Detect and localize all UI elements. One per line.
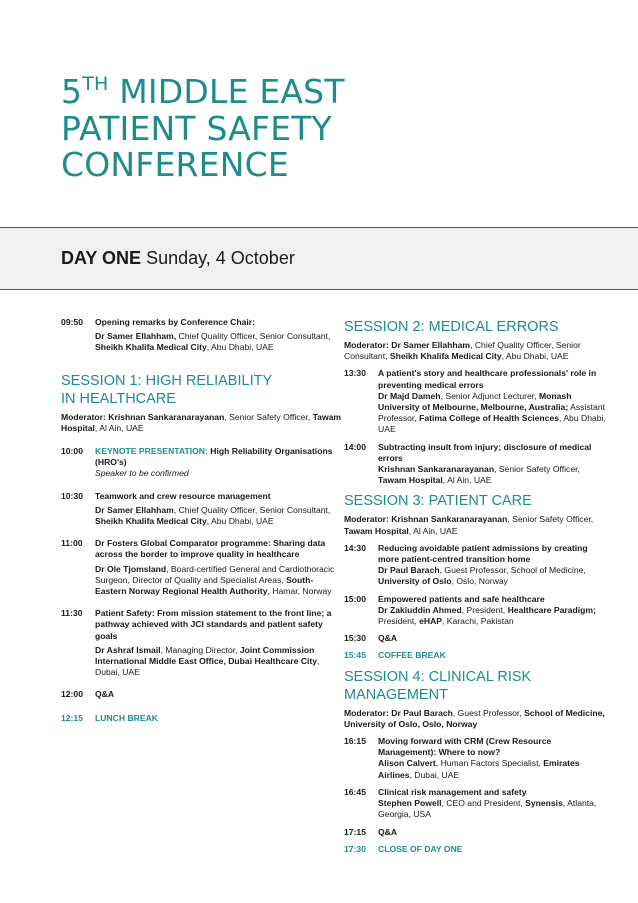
moderator-org: School of Medicine, University of Oslo, Oslo, Norway <box>344 707 605 729</box>
item-title: Dr Fosters Global Comparator programme: Sharing data across the border to improve quality in healthcare <box>95 538 326 560</box>
session-1-title-line-2: IN HEALTHCARE <box>61 390 176 407</box>
item-title: Reducing avoidable patient admissions by creating more patient-centred transition home <box>378 542 588 565</box>
item-time: 12:00 <box>61 689 83 700</box>
title-line-2: PATIENT SAFETY <box>61 108 332 148</box>
item-body <box>378 543 606 588</box>
moderator-role: , Guest Professor, <box>452 707 525 718</box>
session-2-title: SESSION 2: MEDICAL ERRORS <box>344 319 559 335</box>
item-time: 15:00 <box>344 593 366 604</box>
item-title <box>95 446 343 468</box>
speaker-name: Dr Ole Tjomsland <box>95 563 167 574</box>
agenda-item-qa <box>61 689 343 700</box>
moderator-org: Sheikh Khalifa Medical City <box>389 351 502 362</box>
title-line-1 <box>61 74 345 111</box>
speaker-org: Sheikh Khalifa Medical City <box>95 342 207 353</box>
item-title: Moving forward with CRM (Crew Resource Management): Where to now? <box>378 736 552 758</box>
title-number: 5 <box>61 72 83 111</box>
item-time: 14:30 <box>344 542 366 553</box>
moderator-role: , Senior Safety Officer, <box>507 514 594 525</box>
speaker-org: Healthcare Paradigm; <box>507 604 596 615</box>
item-title: Q&A <box>378 633 398 644</box>
item-time: 15:30 <box>344 633 366 644</box>
item-time: 10:30 <box>61 490 83 501</box>
left-column <box>61 317 343 733</box>
speaker-role: , Human Factors Specialist, <box>435 758 544 769</box>
item-body <box>378 787 606 821</box>
agenda-item-fosters <box>61 538 343 597</box>
agenda-item-story <box>344 368 606 435</box>
moderator-name: Moderator: Krishnan Sankaranarayanan <box>344 514 508 525</box>
session-1-title <box>61 372 343 408</box>
item-time: 13:30 <box>344 368 366 379</box>
item-time: 14:00 <box>344 441 366 452</box>
item-speaker-line <box>95 505 343 527</box>
item-title: Subtracting insult from injury; disclosure of medical errors <box>378 441 592 463</box>
item-title: COFFEE BREAK <box>378 650 446 661</box>
conference-title <box>61 74 345 184</box>
moderator-name: Moderator: Krishnan Sankaranarayanan <box>61 411 225 422</box>
item-title: CLOSE OF DAY ONE <box>378 843 463 854</box>
agenda-item-teamwork <box>61 491 343 528</box>
item-body <box>378 442 606 487</box>
item-time: 09:50 <box>61 317 83 327</box>
speaker-name: Dr Samer Ellahham, <box>95 331 177 342</box>
speaker-org: University of Oslo <box>378 576 452 587</box>
item-title: Clinical risk management and safety <box>378 786 527 797</box>
speaker-place: , Oslo, Norway <box>451 576 508 587</box>
agenda-item-clinical <box>344 787 606 821</box>
speaker-place: , Karachi, Pakistan <box>442 616 514 627</box>
item-speaker-line <box>378 798 606 820</box>
day-band <box>0 227 638 290</box>
item-speaker-line <box>95 331 343 353</box>
session-1-moderator <box>61 412 343 434</box>
item-time: 16:15 <box>344 736 366 747</box>
item-title: Teamwork and crew resource management <box>95 490 271 501</box>
speaker-role-2: Assistant Professor, <box>378 402 605 424</box>
agenda-item-empowered <box>344 594 606 628</box>
speaker-place: , Abu Dhabi, UAE <box>206 342 274 353</box>
speaker-role: , Board-certified General and Cardiothoracic Surgeon, Director of Quality and Specialist Areas, <box>95 563 335 585</box>
item-body <box>378 736 606 781</box>
speaker-name: Dr Samer Ellahham <box>95 504 174 515</box>
item-time: 10:00 <box>61 446 83 457</box>
speaker-name: Dr Ashraf Ismail <box>95 644 161 655</box>
speaker-name: Krishnan Sankaranarayanan <box>378 464 495 475</box>
speaker-place: , Abu Dhabi, UAE <box>378 413 606 435</box>
speaker-role: , CEO and President, <box>441 798 526 809</box>
item-title: Q&A <box>95 689 115 700</box>
item-title: Patient Safety: From mission statement to the front line; a pathway achieved with JCI standards and patient safety goals <box>95 608 332 641</box>
speaker-org: Tawam Hospital <box>378 475 443 486</box>
item-body <box>95 491 343 528</box>
session-3-title: SESSION 3: PATIENT CARE <box>344 493 532 510</box>
session-4-title-line-1: SESSION 4: CLINICAL RISK <box>344 668 532 685</box>
session-3-moderator <box>344 514 606 536</box>
item-time: 17:15 <box>344 826 366 837</box>
item-time: 11:30 <box>61 608 83 619</box>
speaker-place: , Dubai, UAE <box>409 769 460 780</box>
agenda-item-coffee <box>344 650 606 661</box>
agenda-item-close <box>344 844 606 855</box>
session-1-title-line-1: SESSION 1: HIGH RELIABILITY <box>61 372 273 389</box>
day-date: Sunday, 4 October <box>146 248 295 268</box>
item-time: 15:45 <box>344 650 366 661</box>
keynote-title: High Reliability Organisations (HRO's) <box>95 446 333 468</box>
item-body <box>378 368 606 435</box>
item-title: Opening remarks by Conference Chair: <box>95 317 255 327</box>
item-speaker-line <box>95 564 343 598</box>
day-label: DAY ONE <box>61 248 142 268</box>
moderator-org: Tawam Hospital <box>61 411 342 433</box>
item-title: A patient's story and healthcare professionals' role in preventing medical errors <box>378 368 597 390</box>
speaker-name: Alison Calvert <box>378 758 436 769</box>
agenda-item-lunch <box>61 713 343 724</box>
speaker-org: Emirates Airlines <box>378 758 580 780</box>
speaker-role: Chief Quality Officer, Senior Consultant, <box>176 331 331 342</box>
item-time: 16:45 <box>344 786 366 797</box>
session-4-title <box>344 668 606 704</box>
agenda-item-crm <box>344 736 606 781</box>
item-body <box>95 608 343 678</box>
speaker-org: Joint Commission International Middle East Office, Dubai Healthcare City <box>95 644 318 667</box>
item-body <box>95 446 343 480</box>
item-speaker-line <box>95 645 343 679</box>
speaker-org: South-Eastern Norway Regional Health Authority <box>95 574 314 597</box>
agenda-item-qa-1 <box>344 633 606 644</box>
day-heading <box>61 248 295 269</box>
item-note: Speaker to be confirmed <box>95 468 189 479</box>
item-body <box>378 594 606 628</box>
moderator-name: Moderator: Dr Samer Ellahham <box>344 340 471 350</box>
speaker-role: , Senior Adjunct Lecturer, <box>440 390 539 401</box>
moderator-name: Moderator: Dr Paul Barach <box>344 707 453 718</box>
agenda-item-keynote <box>61 446 343 480</box>
agenda-item-qa-2 <box>344 827 606 838</box>
speaker-place: , Dubai, UAE <box>95 656 320 678</box>
speaker-role: , President, <box>461 604 508 615</box>
speaker-org-2: eHAP <box>419 616 443 627</box>
item-time: 12:15 <box>61 712 83 723</box>
speaker-org-2: Fatima College of Health Sciences <box>419 413 560 424</box>
speaker-name: Dr Zakiuddin Ahmed <box>378 604 462 615</box>
moderator-role: , Senior Safety Officer, <box>224 411 313 422</box>
speaker-org: Sheikh Khalifa Medical City <box>95 516 207 527</box>
item-speaker-line <box>378 758 606 780</box>
session-2-moderator <box>344 340 606 362</box>
speaker-name: Dr Majd Dameh <box>378 390 441 401</box>
title-line-1-text: MIDDLE EAST <box>119 72 345 111</box>
speaker-place: , Hamar, Norway <box>267 586 332 597</box>
moderator-place: , Al Ain, UAE <box>408 525 458 536</box>
item-speaker-line <box>378 464 606 486</box>
item-title: Q&A <box>378 826 398 837</box>
item-body <box>95 317 343 354</box>
session-4-moderator <box>344 708 606 730</box>
title-line-3: CONFERENCE <box>61 145 289 184</box>
item-body <box>95 538 343 597</box>
keynote-label: KEYNOTE PRESENTATION: <box>95 446 208 457</box>
item-speaker-line <box>378 565 606 587</box>
speaker-place: , Atlanta, Georgia, USA <box>378 798 597 820</box>
moderator-org: Tawam Hospital <box>344 525 409 536</box>
speaker-role: , Senior Safety Officer, <box>494 464 580 475</box>
speaker-name: Dr Paul Barach <box>378 565 440 576</box>
speaker-place: , Abu Dhabi, UAE <box>206 516 274 527</box>
agenda-item-opening <box>61 317 343 354</box>
item-title: Empowered patients and safe healthcare <box>378 593 545 604</box>
item-speaker-line <box>378 391 606 436</box>
item-time: 17:30 <box>344 843 366 854</box>
speaker-org: Monash University of Melbourne, Melbourne, Australia; <box>378 390 572 413</box>
item-title: LUNCH BREAK <box>95 712 159 723</box>
speaker-place: , Al Ain, UAE <box>442 475 492 486</box>
moderator-place: , Al Ain, UAE <box>94 422 144 433</box>
speaker-role: , Chief Quality Officer, Senior Consultant, <box>173 504 331 515</box>
agenda-item-mission <box>61 608 343 678</box>
speaker-role: , Guest Professor, School of Medicine, <box>439 565 586 576</box>
moderator-place: , Abu Dhabi, UAE <box>501 351 569 362</box>
session-4-title-line-2: MANAGEMENT <box>344 686 448 703</box>
speaker-org: Synensis <box>525 798 563 809</box>
agenda-item-insult <box>344 442 606 487</box>
item-time: 11:00 <box>61 538 83 549</box>
speaker-role-2: President, <box>378 616 420 627</box>
agenda-item-avoidable <box>344 543 606 588</box>
item-speaker-line <box>378 605 606 627</box>
title-suffix: TH <box>82 73 109 95</box>
speaker-role: , Managing Director, <box>160 644 240 655</box>
right-column <box>344 318 606 864</box>
speaker-name: Stephen Powell <box>378 798 442 809</box>
moderator-role: , Chief Quality Officer, Senior Consultant, <box>344 340 581 362</box>
